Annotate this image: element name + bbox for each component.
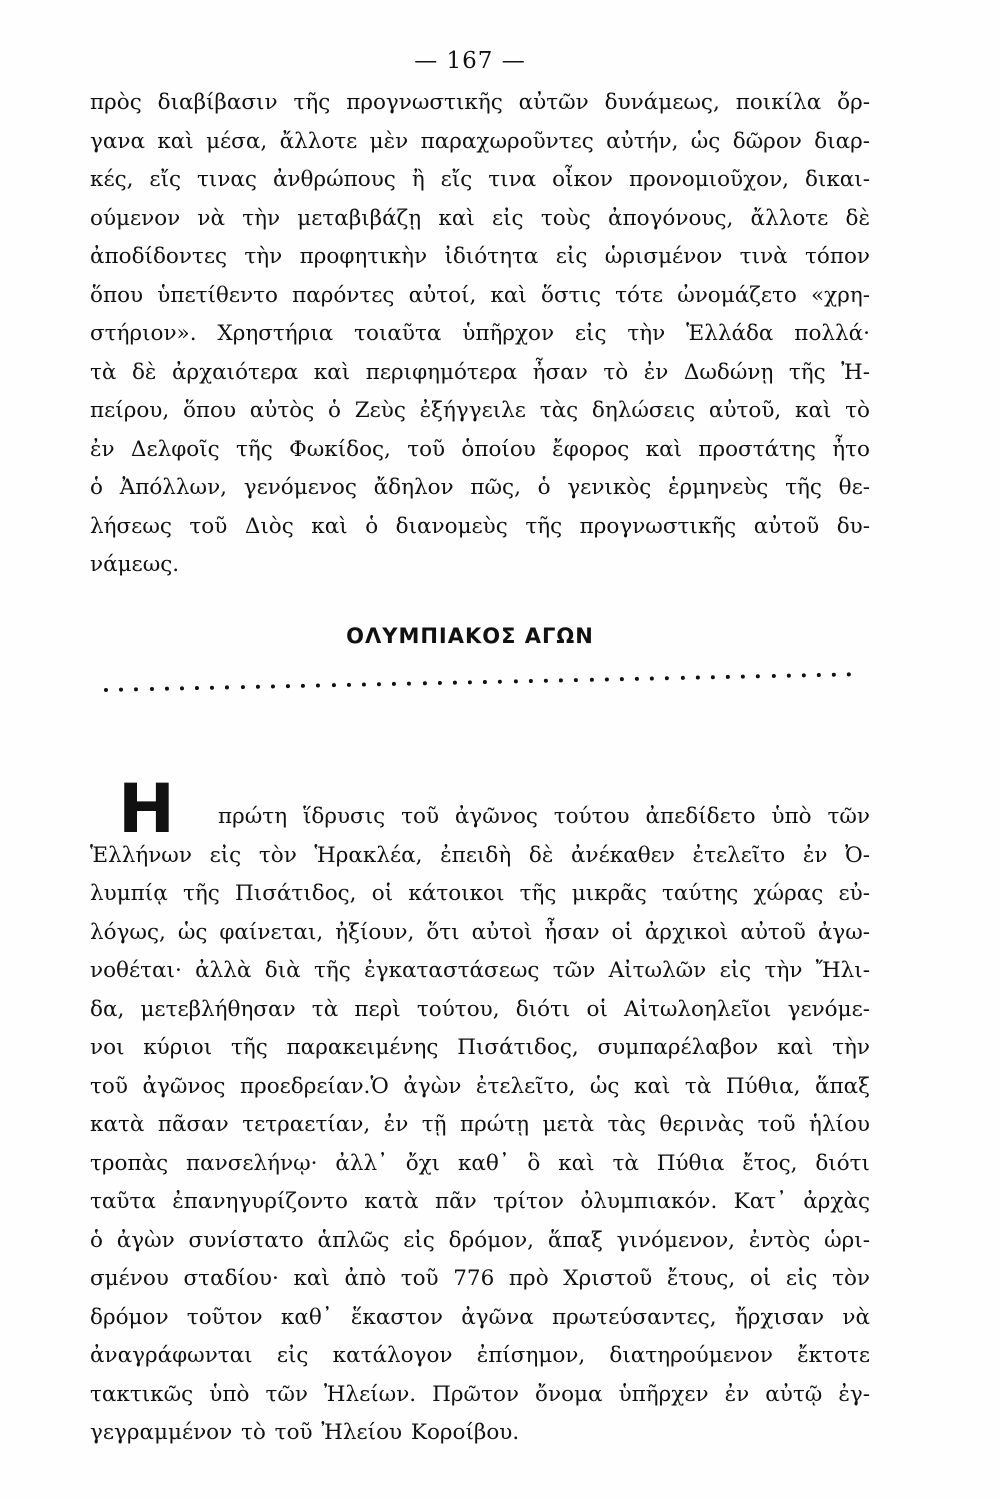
section-heading: ΟΛΥΜΠΙΑΚΟΣ ΑΓΩΝ [346, 624, 594, 648]
text-line: τακτικῶς ὑπὸ τῶν Ἠλείων. Πρῶτον ὄνομα ὑπῆρχεν ἐν αὐτῷ ἐγ- [90, 1381, 870, 1407]
text-line: ὁ Ἀπόλλων, γενόμενος ἄδηλον πῶς, ὁ γενικὸς ἑρμηνεὺς τῆς θε- [90, 475, 870, 500]
divider-dot [286, 684, 290, 688]
divider-dot [104, 688, 108, 692]
text-line: στήριον». Χρηστήρια τοιαῦτα ὑπῆρχον εἰς τὴν Ἑλλάδα πολλά· [90, 321, 870, 346]
text-line: τοῦ ἀγῶνος προεδρείαν.Ὁ ἀγὼν ἐτελεῖτο, ὡς καὶ τὰ Πύθια, ἅπαξ [90, 1073, 870, 1099]
paragraph-olympic-games [90, 798, 870, 1453]
divider-dot [225, 685, 229, 689]
divider-dot [711, 675, 715, 679]
divider-dot [362, 683, 366, 687]
divider-dot [696, 676, 700, 680]
divider-dot [620, 677, 624, 681]
divider-dot [529, 679, 533, 683]
divider-dot [256, 685, 260, 689]
text-line: ὅπου ὑπετίθεντο παρόντες αὐτοί, καὶ ὅστις τότε ὠνομάζετο «χρη- [90, 282, 870, 308]
text-line: γανα καὶ μέσα, ἄλλοτε μὲν παραχωροῦντες αὐτήν, ὡς δῶρον διαρ- [90, 128, 870, 154]
divider-dot [347, 683, 351, 687]
divider-dot [498, 680, 502, 684]
text-line: ὁ ἀγὼν συνίστατο ἁπλῶς εἰς δρόμον, ἅπαξ γινόμενον, ἐντὸς ὡρι- [90, 1227, 870, 1253]
divider-dot [301, 684, 305, 688]
divider-dot [726, 675, 730, 679]
divider-dot [331, 683, 335, 687]
divider-dot [210, 686, 214, 690]
divider-dot [832, 673, 836, 677]
paragraph-oracles [90, 84, 870, 585]
text-line: νάμεως. [90, 552, 180, 577]
divider-dot [802, 673, 806, 677]
divider-dot [165, 687, 169, 691]
divider-dot [559, 678, 563, 682]
divider-dot [741, 675, 745, 679]
divider-dot [817, 673, 821, 677]
divider-dot [377, 682, 381, 686]
divider-dot [680, 676, 684, 680]
divider-dot [316, 683, 320, 687]
divider-dot [665, 676, 669, 680]
text-line: Ἑλλήνων εἰς τὸν Ἡρακλέα, ἐπειδὴ δὲ ἀνέκαθεν ἐτελεῖτο ἐν Ὀ- [90, 842, 870, 868]
divider-dot [589, 678, 593, 682]
text-line: λήσεως τοῦ Διὸς καὶ ὁ διανομεὺς τῆς προγνωστικῆς αὐτοῦ δυ- [90, 513, 870, 539]
text-line: ἀποδίδοντες τὴν προφητικὴν ἰδιότητα εἰς ὡρισμένον τινὰ τόπον [90, 244, 870, 269]
divider-dot [514, 679, 518, 683]
divider-dot [438, 681, 442, 685]
text-line: κατὰ πᾶσαν τετραετίαν, ἐν τῇ πρώτῃ μετὰ τὰς θερινὰς τοῦ ἡλίου [90, 1112, 870, 1137]
divider-dot [574, 678, 578, 682]
divider-dot [787, 674, 791, 678]
page-number: — 167 — [414, 48, 526, 74]
divider-dot [468, 680, 472, 684]
divider-dot [453, 681, 457, 685]
text-line: ἐν Δελφοῖς τῆς Φωκίδος, τοῦ ὁποίου ἔφορος καὶ προστάτης ἦτο [90, 436, 870, 462]
divider-dot [119, 688, 123, 692]
divider-dot [240, 685, 244, 689]
divider-dot [635, 677, 639, 681]
divider-dot [392, 682, 396, 686]
divider-dot [483, 680, 487, 684]
text-line: πρώτη ἵδρυσις τοῦ ἀγῶνος τούτου ἀπεδίδετο ὑπὸ τῶν [218, 804, 870, 829]
text-line: λυμπίᾳ τῆς Πισάτιδος, οἱ κάτοικοι τῆς μικρᾶς ταύτης χώρας εὐ- [90, 881, 870, 906]
divider-dot [422, 681, 426, 685]
text-line: τὰ δὲ ἀρχαιότερα καὶ περιφημότερα ἦσαν τὸ ἐν Δωδώνῃ τῆς Ἠ- [90, 359, 870, 385]
divider-dot [756, 674, 760, 678]
text-line: λόγως, ὡς φαίνεται, ἠξίουν, ὅτι αὐτοὶ ἦσαν οἱ ἀρχικοὶ αὐτοῦ ἀγω- [90, 919, 870, 945]
text-line: δρόμον τοῦτον καθ᾿ ἕκαστον ἀγῶνα πρωτεύσαντες, ἤρχισαν νὰ [90, 1304, 870, 1330]
text-line: δα, μετεβλήθησαν τὰ περὶ τούτου, διότι οἱ Αἰτωλοηλεῖοι γενόμε- [90, 996, 870, 1022]
divider-dot [605, 677, 609, 681]
text-line: γεγραμμένον τὸ τοῦ Ἠλείου Κοροίβου. [90, 1420, 520, 1445]
divider-dot [134, 687, 138, 691]
divider-dot [544, 679, 548, 683]
divider-dot [149, 687, 153, 691]
text-line: σμένου σταδίου· καὶ ἀπὸ τοῦ 776 πρὸ Χριστοῦ ἔτους, οἱ εἰς τὸν [90, 1266, 870, 1291]
text-line: πείρου, ὅπου αὐτὸς ὁ Ζεὺς ἐξήγγειλε τὰς δηλώσεις αὐτοῦ, καὶ τὸ [90, 398, 870, 423]
divider-dot [650, 676, 654, 680]
text-line: νοι κύριοι τῆς παρακειμένης Πισάτιδος, συμπαρέλαβον καὶ τὴν [90, 1035, 870, 1060]
divider-dot [271, 684, 275, 688]
drop-cap: Η [118, 770, 175, 849]
dotted-divider [104, 672, 852, 692]
text-line: πρὸς διαβίβασιν τῆς προγνωστικῆς αὐτῶν δυνάμεως, ποικίλα ὄρ- [90, 90, 870, 115]
text-line: κές, εἴς τινας ἀνθρώπους ἢ εἴς τινα οἶκον προνομιοῦχον, δικαι- [90, 167, 870, 192]
divider-dot [847, 672, 851, 676]
divider-dot [180, 686, 184, 690]
divider-dot [771, 674, 775, 678]
text-line: ἀναγράφωνται εἰς κατάλογον ἐπίσημον, διατηρούμενον ἔκτοτε [90, 1343, 870, 1368]
text-line: ούμενον νὰ τὴν μεταβιβάζῃ καὶ εἰς τοὺς ἀπογόνους, ἄλλοτε δὲ [90, 205, 870, 231]
divider-dot [195, 686, 199, 690]
text-line: νοθέται· ἀλλὰ διὰ τῆς ἐγκαταστάσεως τῶν Αἰτωλῶν εἰς τὴν Ἤλι- [90, 958, 870, 983]
text-line: τροπὰς πανσελήνῳ· ἀλλ᾿ ὄχι καθ᾿ ὃ καὶ τὰ Πύθια ἔτος, διότι [90, 1150, 870, 1176]
divider-dot [407, 682, 411, 686]
text-line: ταῦτα ἐπανηγυρίζοντο κατὰ πᾶν τρίτον ὀλυμπιακόν. Κατ᾿ ἀρχὰς [90, 1189, 870, 1214]
